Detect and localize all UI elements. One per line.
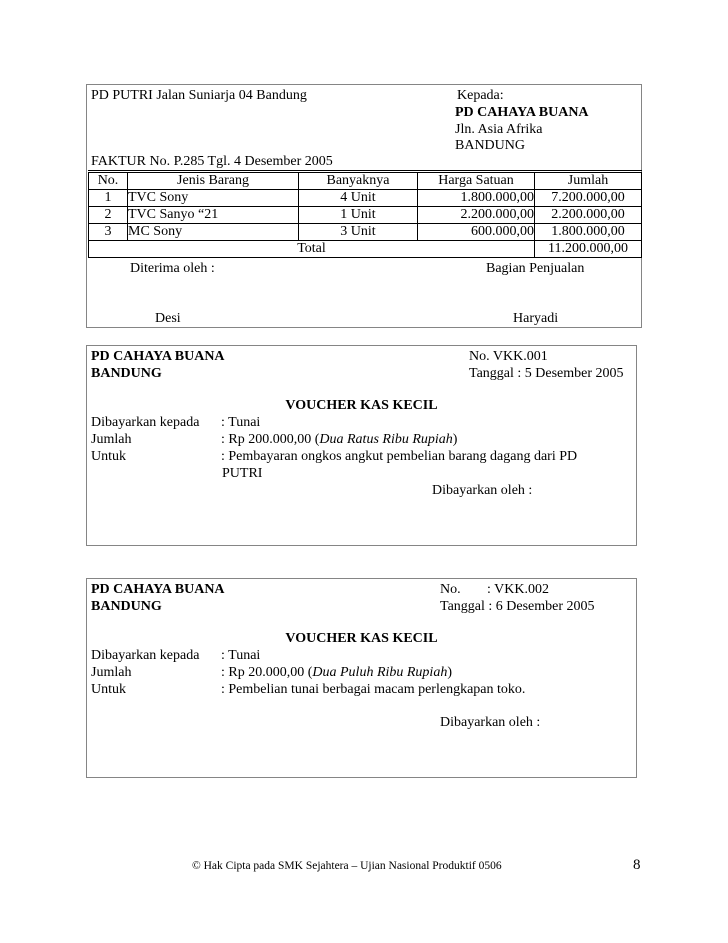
recipient-label: Kepada: — [457, 88, 504, 103]
voucher-date: Tanggal : 6 Desember 2005 — [440, 599, 595, 614]
column-header-unit-price: Harga Satuan — [418, 172, 535, 190]
purpose-value-continued: PUTRI — [222, 466, 263, 481]
paid-by-label: Dibayarkan oleh : — [432, 483, 533, 498]
amount-value: : Rp 20.000,00 ( — [221, 665, 313, 680]
voucher-company: PD CAHAYA BUANA — [91, 582, 225, 597]
unit-price: 2.200.000,00 — [418, 207, 535, 224]
petty-cash-voucher-1 — [86, 345, 637, 546]
row-number: 2 — [89, 207, 128, 224]
voucher-city: BANDUNG — [91, 599, 162, 614]
voucher-date: Tanggal : 5 Desember 2005 — [469, 366, 624, 381]
page-number: 8 — [633, 857, 641, 873]
line-amount: 7.200.000,00 — [535, 190, 642, 207]
purpose-value: : Pembelian tunai berbagai macam perlengkapan toko. — [221, 682, 526, 697]
voucher-number-label: No. — [440, 582, 461, 597]
column-header-item: Jenis Barang — [128, 172, 299, 190]
payee-value: : Tunai — [221, 648, 261, 663]
amount-in-words: Dua Ratus Ribu Rupiah — [319, 432, 453, 447]
amount-row — [91, 664, 452, 681]
payee-row — [91, 647, 260, 664]
voucher-city: BANDUNG — [91, 366, 162, 381]
amount-label: Jumlah — [91, 665, 132, 680]
voucher-number-value: : VKK.002 — [487, 582, 549, 597]
total-label: Total — [89, 241, 535, 258]
column-header-amount: Jumlah — [535, 172, 642, 190]
line-amount: 1.800.000,00 — [535, 224, 642, 241]
sales-department-label: Bagian Penjualan — [486, 261, 585, 276]
item-name: MC Sony — [128, 224, 299, 241]
purpose-label: Untuk — [91, 449, 126, 464]
table-header-row — [89, 172, 642, 190]
total-amount: 11.200.000,00 — [535, 241, 642, 258]
received-by-label: Diterima oleh : — [130, 261, 215, 276]
invoice-number-line: FAKTUR No. P.285 Tgl. 4 Desember 2005 — [91, 154, 333, 169]
item-quantity: 1 Unit — [299, 207, 418, 224]
payee-label: Dibayarkan kepada — [91, 648, 200, 663]
recipient-address: Jln. Asia Afrika — [455, 122, 543, 137]
amount-label: Jumlah — [91, 432, 132, 447]
voucher-title: VOUCHER KAS KECIL — [285, 398, 438, 413]
column-header-quantity: Banyaknya — [299, 172, 418, 190]
purpose-label: Untuk — [91, 682, 126, 697]
amount-in-words: Dua Puluh Ribu Rupiah — [312, 665, 448, 680]
invoice-box — [86, 84, 642, 328]
row-number: 3 — [89, 224, 128, 241]
amount-close: ) — [447, 665, 452, 680]
amount-row — [91, 431, 457, 448]
item-quantity: 4 Unit — [299, 190, 418, 207]
row-number: 1 — [89, 190, 128, 207]
line-amount: 2.200.000,00 — [535, 207, 642, 224]
unit-price: 1.800.000,00 — [418, 190, 535, 207]
recipient-city: BANDUNG — [455, 138, 525, 153]
amount-close: ) — [452, 432, 458, 447]
copyright-footer: © Hak Cipta pada SMK Sejahtera – Ujian Nasional Produktif 0506 — [192, 860, 502, 872]
table-row — [89, 207, 642, 224]
purpose-value: : Pembayaran ongkos angkut pembelian barang dagang dari PD — [221, 449, 578, 464]
item-name: TVC Sanyo “21 — [128, 207, 299, 224]
voucher-number: No. VKK.001 — [469, 349, 548, 364]
table-row — [89, 224, 642, 241]
seller-address: PD PUTRI Jalan Suniarja 04 Bandung — [91, 88, 307, 103]
table-row — [89, 190, 642, 207]
sales-name: Haryadi — [513, 311, 559, 326]
recipient-name: PD CAHAYA BUANA — [455, 105, 589, 120]
voucher-company: PD CAHAYA BUANA — [91, 349, 225, 364]
item-name: TVC Sony — [128, 190, 299, 207]
column-header-no: No. — [89, 172, 128, 190]
amount-value: : Rp 200.000,00 ( — [221, 432, 320, 447]
payee-value: : Tunai — [221, 415, 261, 430]
paid-by-label: Dibayarkan oleh : — [440, 715, 541, 730]
total-row — [89, 241, 642, 258]
petty-cash-voucher-2 — [86, 578, 637, 778]
received-by-name: Desi — [155, 311, 181, 326]
payee-row — [91, 414, 260, 431]
item-quantity: 3 Unit — [299, 224, 418, 241]
purpose-row — [91, 448, 577, 465]
items-table — [88, 170, 642, 258]
payee-label: Dibayarkan kepada — [91, 415, 200, 430]
voucher-title: VOUCHER KAS KECIL — [285, 631, 438, 646]
purpose-row — [91, 681, 525, 698]
unit-price: 600.000,00 — [418, 224, 535, 241]
